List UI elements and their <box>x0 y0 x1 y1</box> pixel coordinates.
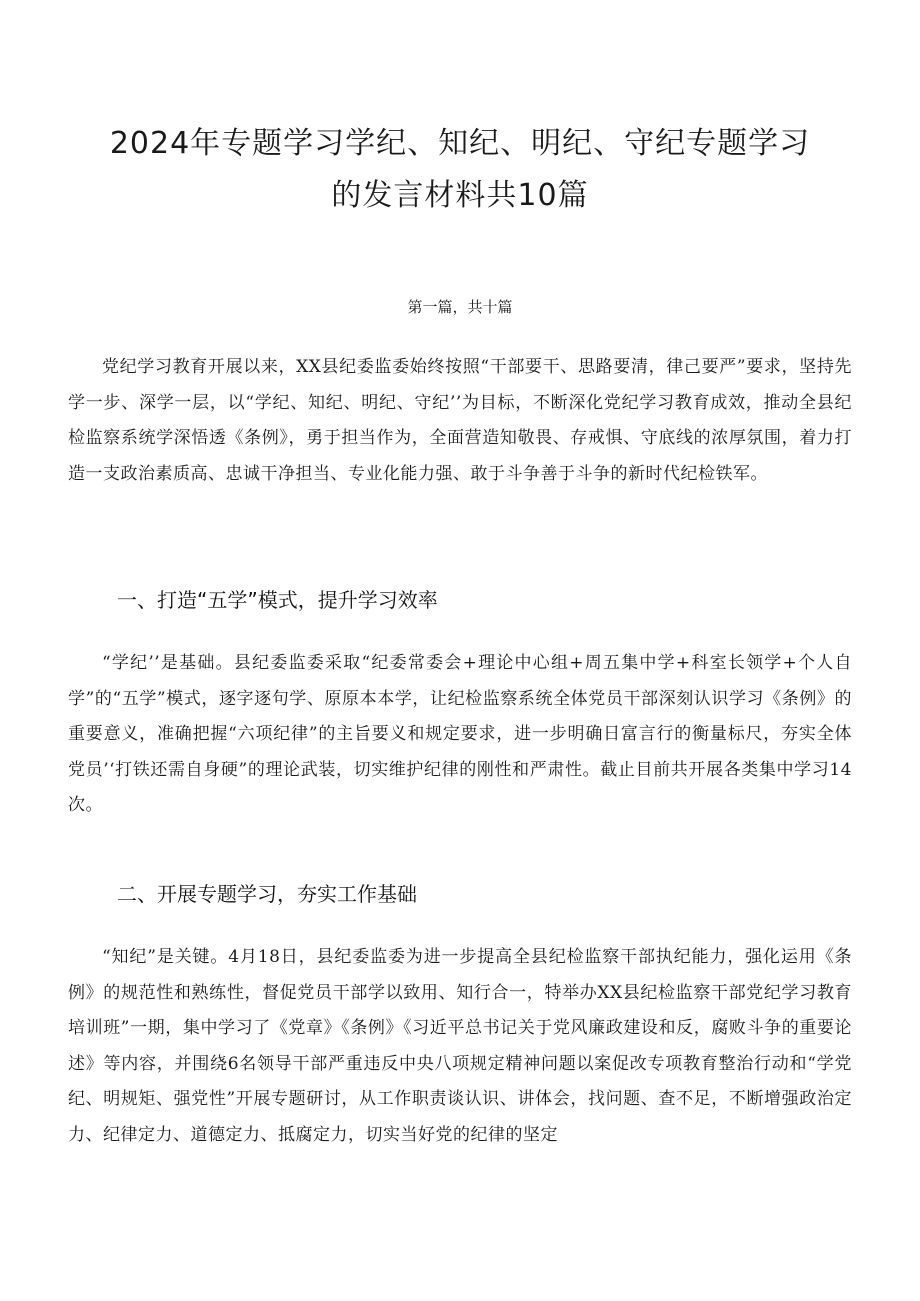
title-line-2: 的发言材料共10篇 <box>331 178 589 213</box>
intro-paragraph: 党纪学习教育开展以来，XX县纪委监委始终按照“干部要干、思路要清，律己要严”要求，坚持先学一步、深学一层，以“学纪、知纪、明纪、守纪’’为目标，不断深化党纪学习教育成效，推动全县纪检监察系统学深悟透《条例》，勇于担当作为，全面营造知敬畏、存戒惧、守底线的浓厚氛围，着力打造一支政治素质高、忠诚干净担当、专业化能力强、敢于斗争善于斗争的新时代纪检铁军。 <box>68 357 852 484</box>
section-heading-1: 一、打造“五学”模式，提升学习效率 <box>117 588 438 612</box>
section-heading-2: 二、开展专题学习，夯实工作基础 <box>117 882 417 906</box>
title-line-1: 2024年专题学习学纪、知纪、明纪、守纪专题学习 <box>109 126 811 161</box>
section-2-paragraph: “知纪”是关键。4月18日，县纪委监委为进一步提高全县纪检监察干部执纪能力，强化运用《条例》的规范性和熟练性，督促党员干部学以致用、知行合一，特举办XX县纪检监察干部党纪学习教育培训班”一期，集中学习了《党章》《条例》《习近平总书记关于党风廉政建设和反，腐败斗争的重要论述》等内容，并围绕6名领导干部严重违反中央八项规定精神问题以案促改专项教育整治行动和“学党纪、明规矩、强党性”开展专题研讨，从工作职责谈认识、讲体会，找问题、查不足，不断增强政治定力、纪律定力、道德定力、抵腐定力，切实当好党的纪律的坚定 <box>68 947 852 1145</box>
section-1-paragraph: “学纪’’是基础。县纪委监委采取“纪委常委会+理论中心组+周五集中学+科室长领学+个人自学”的“五学”模式，逐字逐句学、原原本本学，让纪检监察系统全体党员干部深刻认识学习《条例》的重要意义，准确把握“六项纪律”的主旨要义和规定要求，进一步明确日富言行的衡量标尺，夯实全体党员’‘打铁还需自身硬”的理论武装，切实维护纪律的刚性和严肃性。截止目前共开展各类集中学习14次。 <box>68 653 852 815</box>
document-title <box>60 118 860 222</box>
part-label: 第一篇，共十篇 <box>407 298 513 316</box>
